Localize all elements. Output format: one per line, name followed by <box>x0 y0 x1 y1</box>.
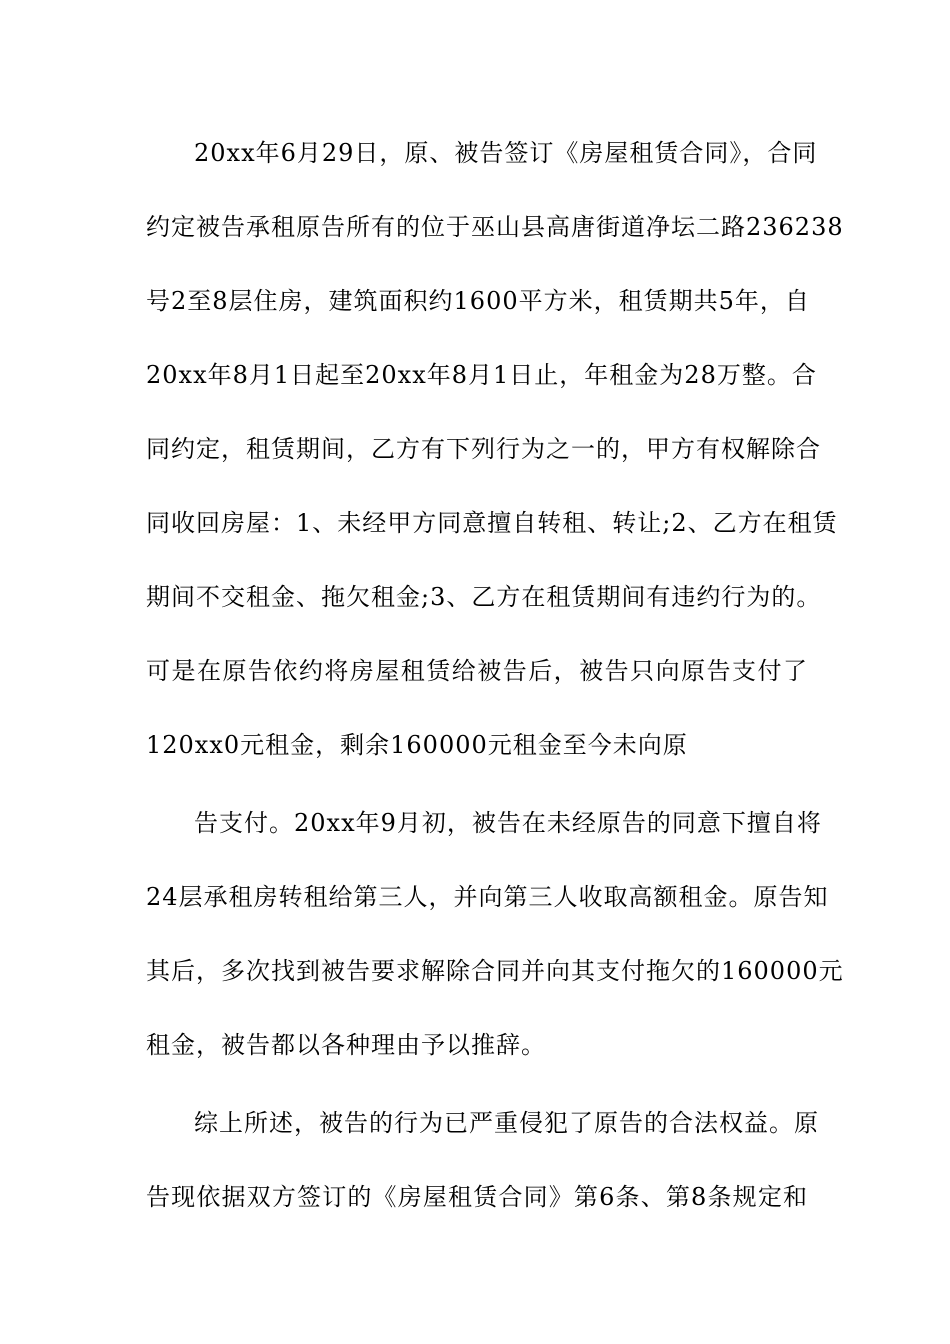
paragraph-1-line-3: 号2至8层住房，建筑面积约1600平方米，租赁期共5年，自 <box>146 287 810 315</box>
paragraph-1-line-4: 20xx年8月1日起至20xx年8月1日止，年租金为28万整。合 <box>146 361 817 389</box>
paragraph-1-line-2: 约定被告承租原告所有的位于巫山县高唐街道净坛二路236238 <box>146 213 844 241</box>
paragraph-1-line-1: 20xx年6月29日，原、被告签订《房屋租赁合同》，合同 <box>194 139 818 167</box>
paragraph-1-line-6: 同收回房屋：1、未经甲方同意擅自转租、转让;2、乙方在租赁 <box>146 509 838 537</box>
paragraph-2-line-1: 告支付。20xx年9月初，被告在未经原告的同意下擅自将 <box>194 809 822 837</box>
paragraph-1-line-7: 期间不交租金、拖欠租金;3、乙方在租赁期间有违约行为的。 <box>146 583 822 611</box>
paragraph-1-line-5: 同约定，租赁期间，乙方有下列行为之一的，甲方有权解除合 <box>146 435 821 463</box>
paragraph-2-line-3: 其后，多次找到被告要求解除合同并向其支付拖欠的160000元 <box>146 957 844 985</box>
paragraph-2-line-4: 租金，被告都以各种理由予以推辞。 <box>146 1031 546 1059</box>
paragraph-3-line-2: 告现依据双方签订的《房屋租赁合同》第6条、第8条规定和 <box>146 1183 808 1211</box>
paragraph-2-line-2: 24层承租房转租给第三人，并向第三人收取高额租金。原告知 <box>146 883 829 911</box>
paragraph-1-line-8: 可是在原告依约将房屋租赁给被告后，被告只向原告支付了 <box>146 657 808 685</box>
paragraph-3-line-1: 综上所述，被告的行为已严重侵犯了原告的合法权益。原 <box>194 1109 819 1137</box>
paragraph-1-line-9: 120xx0元租金，剩余160000元租金至今未向原 <box>146 731 688 759</box>
